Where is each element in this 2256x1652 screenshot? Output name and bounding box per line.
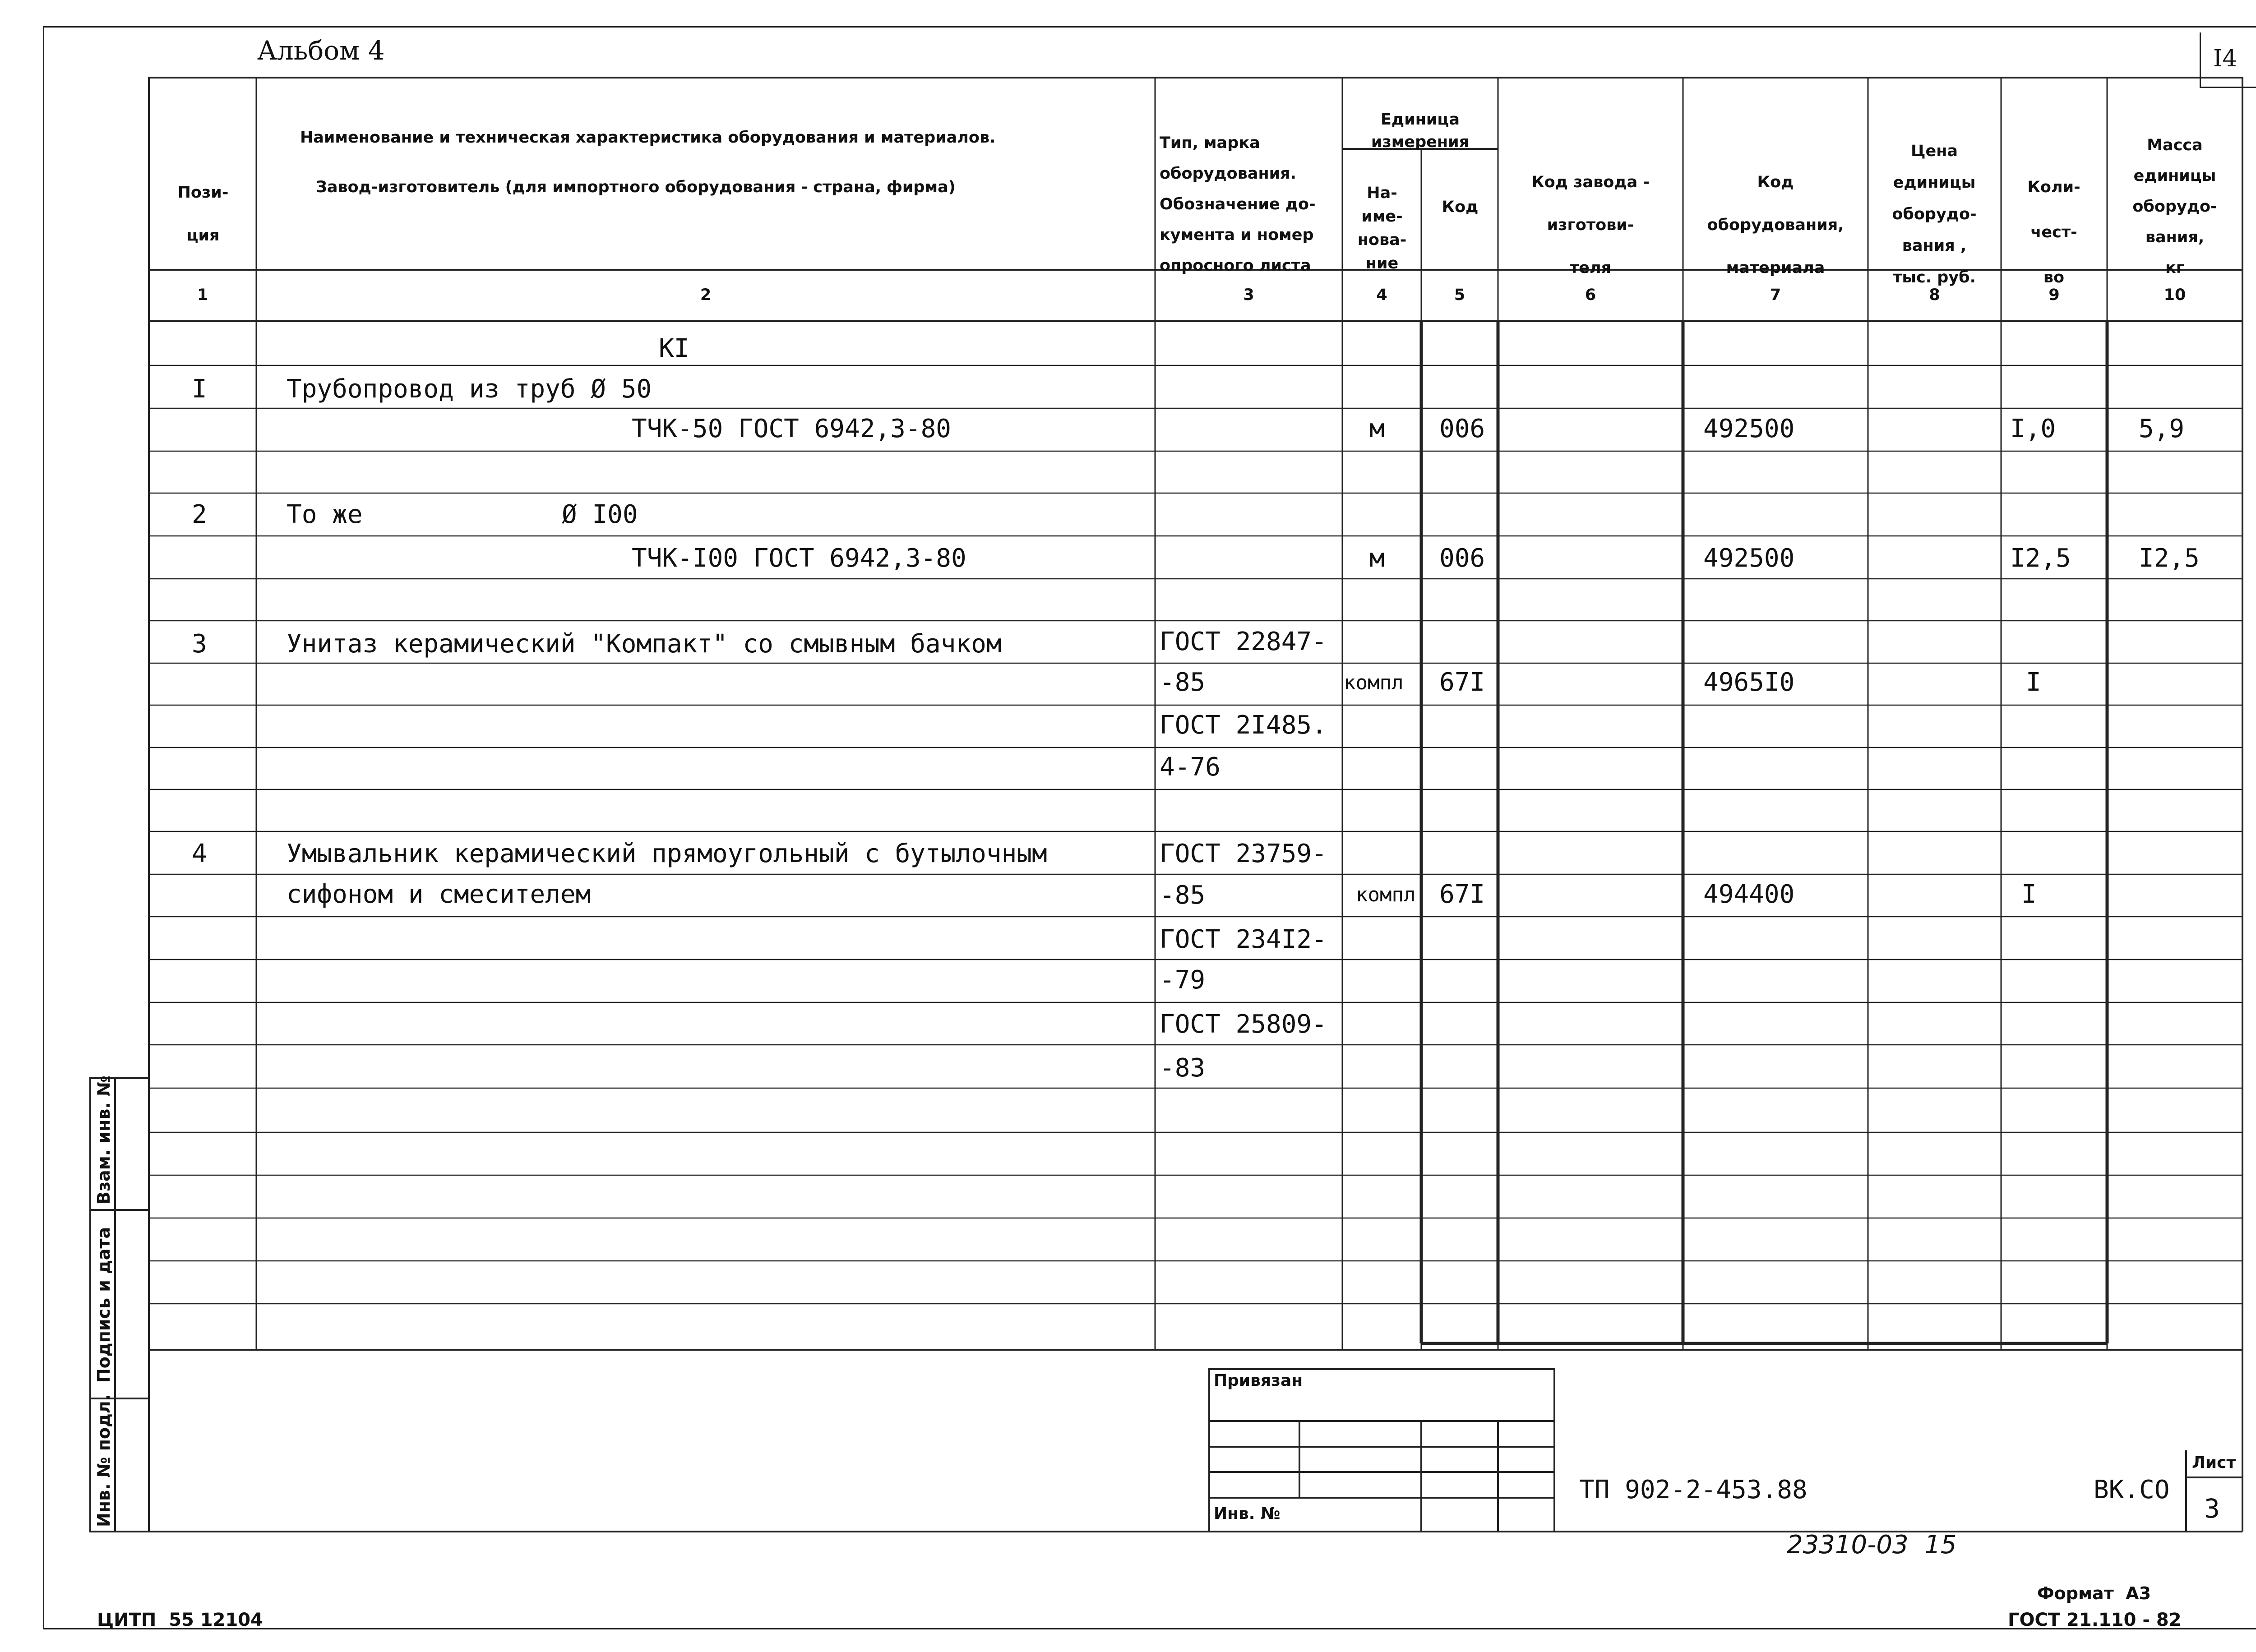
- row1-position: I: [192, 374, 207, 404]
- row4-name-line2: сифоном и смесителем: [287, 880, 591, 909]
- row4-name-line1: Умывальник керамический прямоугольный с бутылочным: [287, 839, 1047, 868]
- row3-doc3: ГОСТ 2I485.: [1160, 711, 1327, 740]
- row4-doc4: -79: [1160, 965, 1206, 995]
- row1-equipment-code: 492500: [1703, 414, 1795, 443]
- row3-position: 3: [192, 629, 207, 659]
- row2-mass: I2,5: [2139, 544, 2200, 573]
- sheet-number: 3: [2204, 1493, 2220, 1524]
- format-label: Формат А3: [2037, 1583, 2151, 1603]
- row2-unit-code: 006: [1439, 544, 1485, 573]
- row3-doc4: 4-76: [1160, 752, 1220, 782]
- row4-equipment-code: 494400: [1703, 880, 1795, 909]
- row2-spec: ТЧК-I00 ГОСТ 6942,3-80: [632, 544, 966, 573]
- header-col2-line2: Завод-изготовитель (для импортного оборудования - страна, фирма): [316, 178, 956, 196]
- header-col1: Пози- ция: [177, 184, 229, 245]
- row4-doc3: ГОСТ 234I2-: [1160, 925, 1327, 954]
- row1-name: Трубопровод из труб Ø 50: [287, 374, 652, 404]
- row4-doc5: ГОСТ 25809-: [1160, 1010, 1327, 1039]
- row2-position: 2: [192, 500, 207, 529]
- header-col7: Код оборудования, материала: [1707, 173, 1844, 277]
- row1-spec: ТЧК-50 ГОСТ 6942,3-80: [632, 414, 952, 443]
- col-number-1: 1: [197, 286, 208, 304]
- row2-quantity: I2,5: [2010, 544, 2071, 573]
- side-stamp-inv-podl: Инв. № подл.: [94, 1394, 114, 1527]
- col-number-2: 2: [700, 286, 712, 304]
- row1-unit-code: 006: [1439, 414, 1485, 443]
- col-number-3: 3: [1243, 286, 1254, 304]
- col-number-8: 8: [1929, 286, 1940, 304]
- row2-equipment-code: 492500: [1703, 544, 1795, 573]
- row2-unit: м: [1369, 544, 1385, 573]
- section-label: KI: [659, 334, 689, 363]
- stamp-privyazan: Привязан: [1214, 1371, 1303, 1390]
- row4-doc6: -83: [1160, 1053, 1206, 1083]
- handwritten-number: 23310-03 15: [1787, 1530, 1957, 1560]
- header-col5: Код: [1442, 198, 1479, 216]
- row4-doc1: ГОСТ 23759-: [1160, 839, 1327, 868]
- header-col4: На- име- нова- ние: [1357, 184, 1407, 272]
- col-number-4: 4: [1376, 286, 1387, 304]
- col-number-7: 7: [1770, 286, 1781, 304]
- row1-unit: м: [1369, 414, 1385, 443]
- row1-quantity: I,0: [2010, 414, 2056, 443]
- row2-diameter: Ø I00: [562, 500, 638, 529]
- header-unit-group: Единица измерения: [1371, 111, 1470, 151]
- col-number-9: 9: [2048, 286, 2060, 304]
- row4-quantity: I: [2021, 880, 2037, 909]
- gost-label: ГОСТ 21.110 - 82: [2008, 1610, 2182, 1630]
- doc-code: ТП 902-2-453.88: [1579, 1475, 1808, 1504]
- row4-position: 4: [192, 839, 207, 868]
- header-col2-line1: Наименование и техническая характеристика оборудования и материалов.: [300, 129, 996, 147]
- citp-label: ЦИТП 55 12104: [97, 1610, 263, 1630]
- side-stamp-vzam-inv: Взам. инв. №: [94, 1075, 114, 1204]
- header-col10: Масса единицы оборудо- вания, кг: [2132, 136, 2217, 277]
- header-col6: Код завода - изготови- теля: [1531, 173, 1650, 277]
- stamp-inv-no: Инв. №: [1214, 1504, 1281, 1523]
- page-number: I4: [2213, 45, 2238, 72]
- row3-quantity: I: [2026, 668, 2041, 697]
- row3-name: Унитаз керамический "Компакт" со смывным бачком: [287, 629, 1002, 659]
- row3-unit-code: 67I: [1439, 668, 1485, 697]
- header-col8: Цена единицы оборудо- вания , тыс. руб.: [1892, 142, 1977, 286]
- row3-unit: компл: [1344, 671, 1404, 694]
- header-col3: Тип, марка оборудования. Обозначение до- кумента и номер опросного листа: [1160, 134, 1316, 275]
- row3-equipment-code: 4965I0: [1703, 668, 1795, 697]
- col-number-10: 10: [2164, 286, 2186, 304]
- row3-doc2: -85: [1160, 668, 1206, 697]
- row4-doc2: -85: [1160, 881, 1206, 910]
- row3-doc1: ГОСТ 22847-: [1160, 627, 1327, 656]
- header-col9: Коли- чест- во: [2027, 178, 2080, 286]
- col-number-5: 5: [1454, 286, 1465, 304]
- row1-mass: 5,9: [2139, 414, 2185, 443]
- sheet-label: Лист: [2192, 1454, 2236, 1472]
- row4-unit: компл: [1356, 883, 1416, 906]
- row2-name: То же: [287, 500, 363, 529]
- col-number-6: 6: [1585, 286, 1596, 304]
- row4-unit-code: 67I: [1439, 880, 1485, 909]
- doc-mark: ВК.СО: [2094, 1475, 2170, 1504]
- album-label: Альбом 4: [257, 35, 385, 66]
- side-stamp-podpis: Подпись и дата: [94, 1227, 114, 1383]
